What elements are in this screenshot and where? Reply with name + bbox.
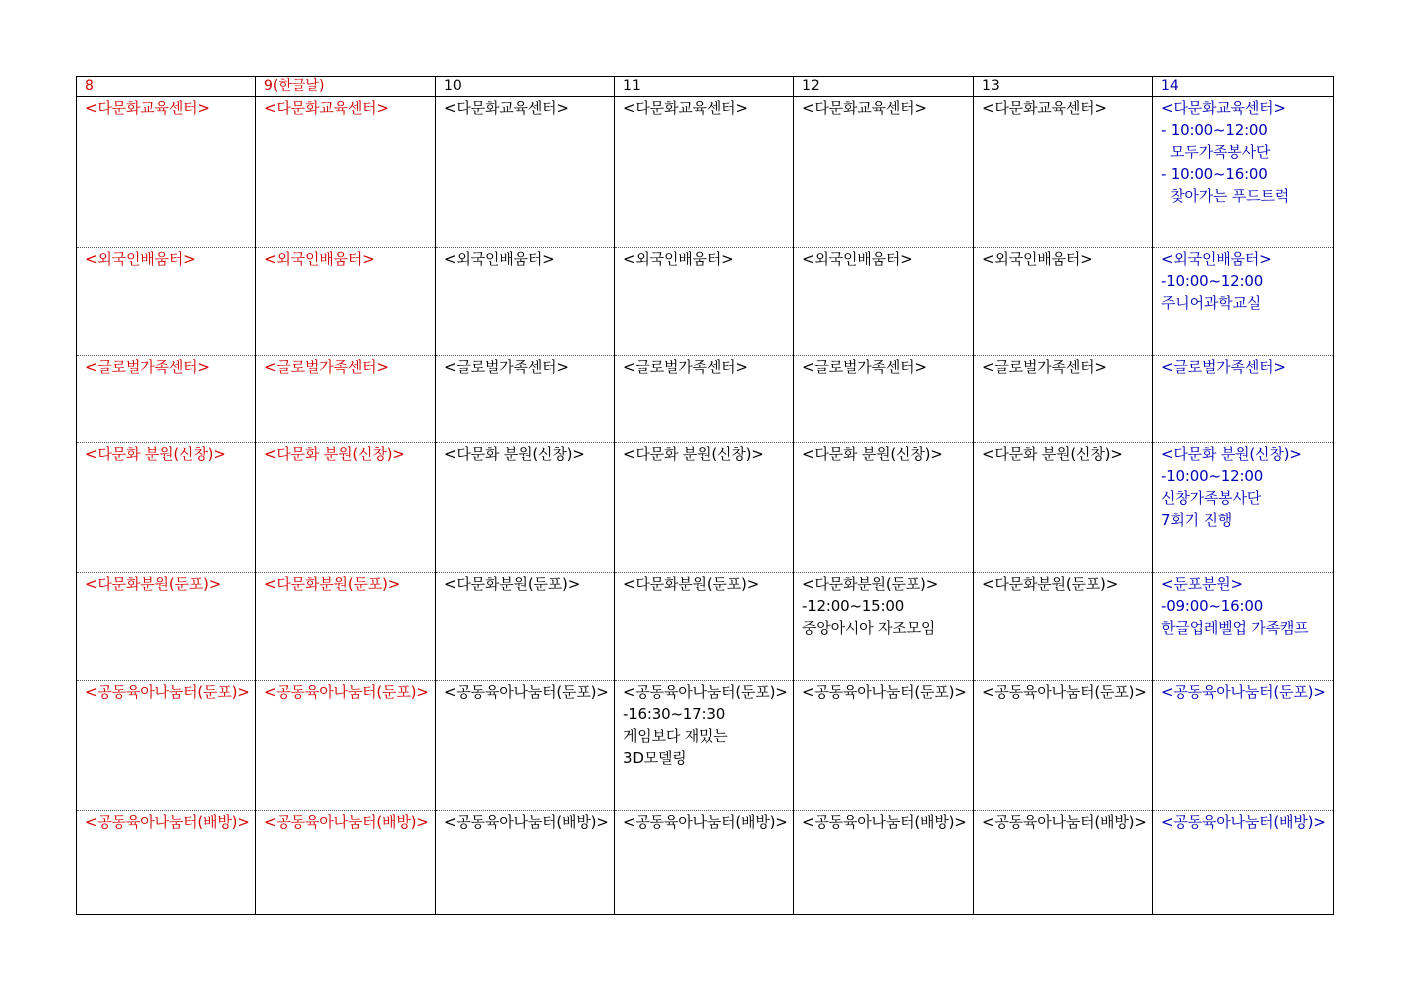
- center-name: <외국인배움터>: [444, 250, 555, 268]
- program-row-1: [77, 248, 1334, 356]
- program-cell: [974, 356, 1153, 443]
- center-name: <다문화 분원(신창)>: [444, 445, 585, 463]
- day-header-2: 10: [436, 77, 615, 97]
- center-name: <공동육아나눔터(배방)>: [444, 813, 609, 831]
- center-name: <글로벌가족센터>: [85, 358, 210, 376]
- program-cell: [436, 97, 615, 248]
- center-name: <다문화교육센터>: [1161, 99, 1286, 117]
- program-row-3: [77, 443, 1334, 573]
- center-name: <공동육아나눔터(둔포)>: [623, 683, 788, 701]
- program-cell: [256, 97, 436, 248]
- center-name: <공동육아나눔터(둔포)>: [1161, 683, 1326, 701]
- program-cell: [974, 248, 1153, 356]
- program-cell: [256, 356, 436, 443]
- program-cell: [77, 97, 256, 248]
- center-name: <다문화교육센터>: [623, 99, 748, 117]
- program-cell: [615, 97, 794, 248]
- center-name: <둔포분원>: [1161, 575, 1243, 593]
- program-cell: [794, 356, 974, 443]
- program-cell: [77, 573, 256, 681]
- program-cell: [974, 97, 1153, 248]
- center-name: <다문화 분원(신창)>: [623, 445, 764, 463]
- center-name: <다문화분원(둔포)>: [264, 575, 401, 593]
- center-name: <글로벌가족센터>: [802, 358, 927, 376]
- center-name: <다문화 분원(신창)>: [982, 445, 1123, 463]
- program-cell: [1153, 248, 1334, 356]
- program-detail: 7회기 진행: [1161, 511, 1233, 529]
- program-cell: [974, 681, 1153, 811]
- program-row-4: [77, 573, 1334, 681]
- program-cell: [77, 356, 256, 443]
- center-name: <외국인배움터>: [802, 250, 913, 268]
- program-detail: -16:30~17:30: [623, 705, 726, 723]
- program-cell: [436, 443, 615, 573]
- center-name: <다문화 분원(신창)>: [802, 445, 943, 463]
- program-cell: [436, 811, 615, 915]
- center-name: <외국인배움터>: [1161, 250, 1272, 268]
- center-name: <다문화 분원(신창)>: [264, 445, 405, 463]
- center-name: <공동육아나눔터(배방)>: [1161, 813, 1326, 831]
- program-row-0: [77, 97, 1334, 248]
- center-name: <다문화교육센터>: [982, 99, 1107, 117]
- day-header-0: 8: [77, 77, 256, 97]
- program-cell: [1153, 573, 1334, 681]
- day-header-4: 12: [794, 77, 974, 97]
- program-cell: [77, 443, 256, 573]
- program-cell: [436, 681, 615, 811]
- program-detail: - 10:00~12:00: [1161, 121, 1268, 139]
- program-cell: [794, 681, 974, 811]
- program-detail: 찾아가는 푸드트럭: [1161, 187, 1290, 205]
- center-name: <공동육아나눔터(둔포)>: [444, 683, 609, 701]
- center-name: <다문화분원(둔포)>: [802, 575, 939, 593]
- program-detail: 주니어과학교실: [1161, 294, 1262, 312]
- center-name: <다문화 분원(신창)>: [85, 445, 226, 463]
- calendar-table: [76, 76, 1334, 915]
- center-name: <글로벌가족센터>: [982, 358, 1107, 376]
- center-name: <공동육아나눔터(둔포)>: [85, 683, 250, 701]
- center-name: <외국인배움터>: [264, 250, 375, 268]
- center-name: <다문화분원(둔포)>: [85, 575, 222, 593]
- day-header-3: 11: [615, 77, 794, 97]
- program-detail: 게임보다 재밌는: [623, 727, 728, 745]
- center-name: <글로벌가족센터>: [444, 358, 569, 376]
- program-detail: 3D모델링: [623, 749, 687, 767]
- center-name: <공동육아나눔터(배방)>: [623, 813, 788, 831]
- center-name: <외국인배움터>: [85, 250, 196, 268]
- day-header-1: 9(한글날): [256, 77, 436, 97]
- program-cell: [974, 443, 1153, 573]
- center-name: <글로벌가족센터>: [623, 358, 748, 376]
- center-name: <다문화교육센터>: [264, 99, 389, 117]
- program-cell: [1153, 443, 1334, 573]
- program-cell: [794, 573, 974, 681]
- program-cell: [794, 97, 974, 248]
- program-cell: [615, 573, 794, 681]
- program-cell: [77, 248, 256, 356]
- center-name: <다문화교육센터>: [85, 99, 210, 117]
- program-cell: [256, 811, 436, 915]
- program-cell: [436, 248, 615, 356]
- program-detail: 중앙아시아 자조모임: [802, 619, 936, 637]
- program-cell: [1153, 97, 1334, 248]
- program-cell: [436, 356, 615, 443]
- program-detail: 한글업레벨업 가족캠프: [1161, 619, 1309, 637]
- center-name: <글로벌가족센터>: [1161, 358, 1286, 376]
- program-cell: [615, 811, 794, 915]
- day-header-5: 13: [974, 77, 1153, 97]
- center-name: <외국인배움터>: [982, 250, 1093, 268]
- program-detail: -12:00~15:00: [802, 597, 905, 615]
- program-row-5: [77, 681, 1334, 811]
- center-name: <다문화교육센터>: [444, 99, 569, 117]
- center-name: <공동육아나눔터(배방)>: [802, 813, 967, 831]
- program-cell: [615, 681, 794, 811]
- center-name: <외국인배움터>: [623, 250, 734, 268]
- center-name: <글로벌가족센터>: [264, 358, 389, 376]
- program-cell: [615, 356, 794, 443]
- program-cell: [974, 811, 1153, 915]
- center-name: <다문화 분원(신창)>: [1161, 445, 1302, 463]
- day-header-6: 14: [1153, 77, 1334, 97]
- program-row-2: [77, 356, 1334, 443]
- program-detail: -09:00~16:00: [1161, 597, 1264, 615]
- program-cell: [1153, 356, 1334, 443]
- program-cell: [974, 573, 1153, 681]
- program-cell: [1153, 681, 1334, 811]
- center-name: <다문화분원(둔포)>: [982, 575, 1119, 593]
- center-name: <다문화분원(둔포)>: [444, 575, 581, 593]
- program-row-6: [77, 811, 1334, 915]
- program-cell: [615, 443, 794, 573]
- program-cell: [794, 811, 974, 915]
- program-cell: [436, 573, 615, 681]
- center-name: <다문화교육센터>: [802, 99, 927, 117]
- program-detail: 신창가족봉사단: [1161, 489, 1262, 507]
- program-detail: -10:00~12:00: [1161, 272, 1264, 290]
- day-header-row: [77, 77, 1334, 97]
- program-cell: [1153, 811, 1334, 915]
- program-detail: -10:00~12:00: [1161, 467, 1264, 485]
- center-name: <다문화분원(둔포)>: [623, 575, 760, 593]
- program-cell: [256, 443, 436, 573]
- center-name: <공동육아나눔터(배방)>: [264, 813, 429, 831]
- center-name: <공동육아나눔터(배방)>: [85, 813, 250, 831]
- program-cell: [256, 573, 436, 681]
- program-cell: [256, 248, 436, 356]
- center-name: <공동육아나눔터(배방)>: [982, 813, 1147, 831]
- program-detail: 모두가족봉사단: [1161, 143, 1271, 161]
- program-cell: [77, 811, 256, 915]
- center-name: <공동육아나눔터(둔포)>: [982, 683, 1147, 701]
- center-name: <공동육아나눔터(둔포)>: [802, 683, 967, 701]
- program-cell: [794, 248, 974, 356]
- program-cell: [615, 248, 794, 356]
- center-name: <공동육아나눔터(둔포)>: [264, 683, 429, 701]
- program-cell: [794, 443, 974, 573]
- program-detail: - 10:00~16:00: [1161, 165, 1268, 183]
- program-cell: [256, 681, 436, 811]
- program-cell: [77, 681, 256, 811]
